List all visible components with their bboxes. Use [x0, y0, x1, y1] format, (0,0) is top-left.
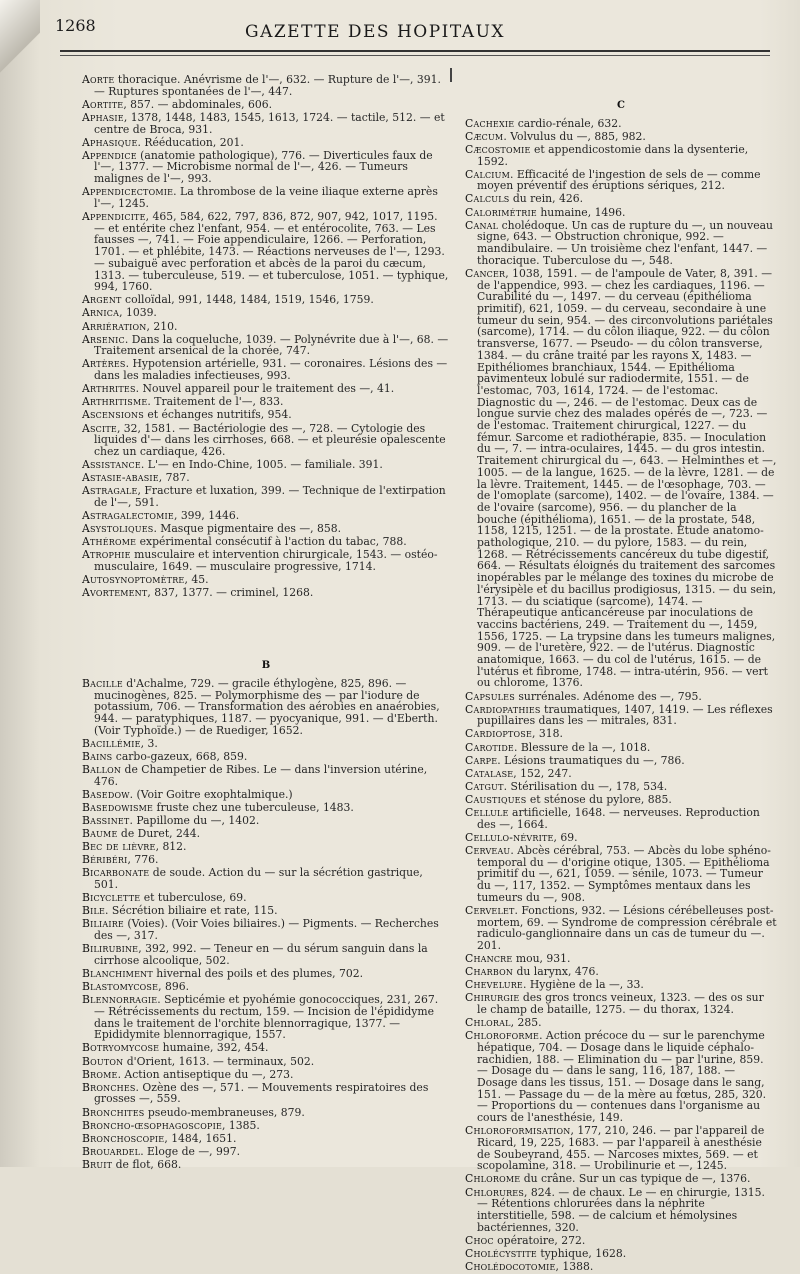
index-entry — [465, 704, 777, 727]
index-entry — [82, 587, 450, 599]
entry-term: Appendicectomie — [82, 185, 174, 199]
index-entry — [82, 1159, 450, 1171]
entry-text: . Action antiseptique du —, 273. — [117, 1067, 294, 1081]
entry-term: Bicarbonate — [82, 866, 150, 880]
entry-term: Aorte — [82, 73, 115, 86]
entry-text: des gros troncs veineux, 1323. — des os sur le champ de bataille, 1275. — du thorax, 1324. — [477, 991, 764, 1017]
index-entry — [82, 1133, 450, 1145]
entry-text: . L'— en Indo-Chine, 1005. — familiale. 391. — [140, 458, 383, 472]
index-entry — [82, 1082, 450, 1105]
entry-term: Cellulo-névrite — [465, 830, 554, 844]
entry-term: Caustiques — [465, 792, 527, 806]
index-entry — [82, 294, 450, 306]
entry-text: , 787. — [158, 471, 190, 485]
entry-term: Chloroforme — [465, 1029, 540, 1043]
entry-term: Bronches — [82, 1080, 136, 1094]
entry-term: Calorimétrie — [465, 205, 537, 219]
entry-term: Basedowisme — [82, 800, 154, 814]
index-entry — [82, 137, 450, 149]
index-entry — [82, 409, 450, 421]
entry-text: . Eloge de —, 997. — [140, 1144, 241, 1158]
entry-term: Bassinet — [82, 814, 130, 828]
entry-text: , 465, 584, 622, 797, 836, 872, 907, 942, 1017, 1195. — et entérite chez l'enfant, 954. — et entérocolite, 763. — Les fausses —, 741. — Foie appendiculaire, 1266. — Perforation, 1701. — et phlébite, 1473. — Réactions nerveuses de l'—, 1293. — subaiguë avec perforation et abcès de la paroi du cæcum, 1313. — tuberculeuse, 519. — et tuberculose, 1051. — typhique, 994, 1760. — [94, 210, 449, 294]
index-entry — [82, 994, 450, 1041]
index-entry — [465, 268, 777, 689]
entry-term: Atrophie — [82, 548, 131, 562]
entry-term: Béribéri — [82, 853, 128, 867]
index-entry — [465, 905, 777, 952]
entry-text: , 824. — de chaux. Le — en chirurgie, 1315. — Rétentions chlorurées dans la néphrite interstitielle, 598. — de calcium et hémolysines bactériennes, 320. — [477, 1185, 765, 1234]
index-entry — [82, 968, 450, 980]
entry-text: surrénales. Adénome des —, 795. — [514, 689, 702, 703]
index-entry — [82, 1120, 450, 1132]
entry-term: Biliaire — [82, 917, 124, 931]
entry-text: , 1038, 1591. — de l'ampoule de Vater, 8, 391. — de l'appendice, 993. — chez les cardiaques, 1196. — Curabilité du —, 1497. — du cerveau (épithélioma primitif), 621, 1059. — du cerveau, secondaire à une tumeur du sein, 954. — des circonvolutions pariétales (sarcome), 1714. — du côlon iliaque, 922. — du côlon transverse, 1677. — Pseudo- — du côlon transverse, 1384. — du crâne traité par les rayons X, 1483. — Epithéliomes branchiaux, 1544. — Epithélioma pavimenteux lobulé sur radiodermite, 1551. — de l'estomac, 703, 1614, 1724. — de l'estomac. Diagnostic du —, 246. — de l'estomac. Deux cas de longue survie chez des malades opérés de —, 723. — de l'estomac. Traitement chirurgical, 1227. — du fémur. Sarcome et radiothérapie, 835. — Inoculation du —, 7. — intra-oculaires, 1445. — du gros intestin. Traitement chirurgical du —, 643. — Helminthes et —, 1005. — de la langue, 1625. — de la lèvre, 1281. — de la lèvre. Traitement, 1445. — de l'œsophage, 703. — de l'omoplate (sarcome), 1402. — de l'ovaire, 1384. — de l'ovaire (sarcome), 956. — du plancher de la bouche (épithélioma), 1651. — de la prostate, 548, 1158, 1215, 1251. — de la prostate. Etude anatomo-pathologique, 210. — du pylore, 1583. — du rein, 1268. — Rétrécissements cancéreux du tube digestif, 664. — Résultats éloignés du traitement des sarcomes inopérables par le mélange des toxines du microbe de l'érysipèle et du bacillus prodigiosus, 1315. — du sein, 1713. — du sciatique (sarcome), 1474. — Thérapeutique anticancéreuse par inoculations de vaccins bactériens, 249. — Traitement du —, 1459, 1556, 1725. — La trypsine dans les tumeurs malignes, 909. — de l'uretère, 922. — de l'utérus. Diagnostic anatomique, 1663. — du col de l'utérus, 1615. — de l'utérus et fibrome, 1748. — intra-utérin, 956. — vert ou chlorome, 1376. — [477, 266, 777, 690]
entry-term: Aortite — [82, 97, 124, 111]
entry-term: Carpe — [465, 753, 498, 767]
entry-term: Calcium — [465, 167, 510, 181]
entry-term: Charbon — [465, 965, 514, 979]
index-entry — [465, 768, 777, 780]
entry-text: de flot, 668. — [112, 1157, 182, 1171]
entry-term: Astragalectomie — [82, 509, 174, 523]
index-entry — [82, 574, 450, 586]
entry-term: Carotide — [465, 740, 514, 754]
index-entry — [82, 892, 450, 904]
entry-term: Artères — [82, 357, 126, 371]
entry-text: expérimental consécutif à l'action du tabac, 788. — [136, 535, 407, 549]
index-entry — [82, 828, 450, 840]
entry-text: . Hypotension artérielle, 931. — coronaires. Lésions des — dans les maladies infectieuses, 993. — [94, 357, 448, 383]
entry-text: traumatiques, 1407, 1419. — Les réflexes pupillaires dans les — mitrales, 831. — [477, 702, 773, 728]
entry-text: cardio-rénale, 632. — [514, 116, 622, 130]
entry-text: , 32, 1581. — Bactériologie des —, 728. — Cytologie des liquides d'— dans les cirrhoses, 668. — et pleurésie opalescente chez un cardiaque, 426. — [94, 421, 446, 458]
index-entry — [465, 794, 777, 806]
left-column — [82, 74, 450, 1172]
entry-text: , 776. — [127, 853, 159, 867]
entry-text: . Sécrétion biliaire et rate, 115. — [105, 904, 278, 918]
entry-text: , 896. — [158, 980, 190, 994]
entry-text: . Fonctions, 932. — Lésions cérébelleuses post-mortem, 69. — Syndrome de compression cérébrale et radiculo-ganglionnaire dans un cas de tumeur du —. 201. — [477, 903, 777, 952]
entry-term: Avortement — [82, 586, 148, 600]
index-entry — [82, 1069, 450, 1081]
entry-text: . Efficacité de l'ingestion de sels de — comme moyen préventif des éruptions sériques, 212. — [477, 167, 761, 193]
index-entry — [465, 953, 777, 965]
entry-term: Bile — [82, 904, 106, 918]
entry-term: Autosynoptomètre — [82, 573, 185, 587]
index-entry — [82, 854, 450, 866]
entry-term: Cardiopathies — [465, 702, 541, 716]
section-letter-b: B — [261, 660, 271, 672]
index-entry — [465, 781, 777, 793]
index-entry — [82, 1107, 450, 1119]
entry-term: Cholédocotomie — [465, 1259, 556, 1273]
entry-term: Astasie-abasie — [82, 471, 159, 485]
entry-text: , 3. — [140, 736, 158, 750]
entry-text: de Duret, 244. — [117, 827, 201, 841]
entries-c — [465, 118, 777, 1273]
entry-term: Cæcostomie — [465, 142, 531, 156]
entry-text: du rein, 426. — [509, 192, 584, 206]
index-entry — [465, 1187, 777, 1234]
entry-term: Aphasique — [82, 135, 138, 149]
entry-text: , 318. — [532, 727, 563, 741]
entry-text: . Rééducation, 201. — [137, 135, 244, 149]
index-entry — [465, 1248, 777, 1260]
entry-text: cholédoque. Un cas de rupture du —, un nouveau signe, 643. — Obstruction chronique, 992. — mandibulaire. — Un troisième chez l'enfant, 1447. — thoracique. Tuberculose du —, 548. — [477, 218, 774, 267]
entry-term: Choc — [465, 1233, 494, 1247]
entry-text: d'Orient, 1613. — terminaux, 502. — [123, 1054, 315, 1068]
entry-term: Chlorures — [465, 1185, 525, 1199]
entry-term: Assistance — [82, 458, 141, 472]
section-letter-c: C — [617, 100, 625, 111]
index-entry — [465, 1017, 777, 1029]
index-entry — [82, 358, 450, 381]
entry-text: (anatomie pathologique), 776. — Diverticules faux de l'—, 1377. — Microbisme normal de l'—, 426. — Tumeurs malignes de l'—, 993. — [94, 148, 433, 186]
entry-text: de soude. Action du — sur la sécrétion gastrique, 501. — [94, 866, 423, 892]
entry-text: , 1385. — [222, 1118, 260, 1132]
index-entry — [82, 1146, 450, 1158]
entry-term: Chancre — [465, 952, 513, 966]
entry-term: Blastomycose — [82, 980, 159, 994]
index-entry — [465, 118, 777, 130]
entry-text: thoracique. Anévrisme de l'—, 632. — Rupture de l'—, 391. — Ruptures spontanées de l'—, 447. — [94, 73, 441, 98]
entry-term: Appendicite — [82, 210, 146, 224]
entry-text: de Champetier de Ribes. Le — dans l'inversion utérine, 476. — [94, 763, 428, 788]
entry-text: carbo-gazeux, 668, 859. — [112, 750, 248, 763]
entry-text: , 210. — [146, 319, 178, 333]
header-rule-thin — [60, 55, 770, 56]
index-entry — [465, 691, 777, 703]
entry-term: Bronchoscopie — [82, 1131, 165, 1145]
entry-text: et échanges nutritifs, 954. — [143, 408, 292, 422]
entries-a — [82, 74, 450, 599]
entry-text: . Septicémie et pyohémie gonococciques, 231, 267. — Rétrécissements du rectum, 159. — Incision de l'épididyme dans le traitement de l'orchite blennorragique, 1377. — Epididymite blennorragique, 1557. — [94, 993, 439, 1042]
index-entry — [82, 396, 450, 408]
entry-text: et tuberculose, 69. — [140, 891, 247, 905]
entry-text: colloïdal, 991, 1448, 1484, 1519, 1546, 1759. — [121, 293, 374, 307]
entry-term: Arthrites — [82, 382, 136, 396]
entry-text: , 1039. — [119, 306, 157, 320]
entry-text: . Stérilisation du —, 178, 534. — [503, 779, 668, 793]
entry-term: Bicyclette — [82, 891, 141, 905]
index-entry — [82, 841, 450, 853]
entry-text: . Dans la coqueluche, 1039. — Polynévrite due à l'—, 68. — Traitement arsenical de la chorée, 747. — [94, 332, 449, 358]
entry-text: et appendicostomie dans la dysenterie, 1592. — [477, 142, 749, 168]
index-entry — [465, 1125, 777, 1172]
entry-term: Ballon — [82, 763, 122, 777]
entry-term: Catgut — [465, 779, 504, 793]
index-entry — [82, 307, 450, 319]
entry-text: typhique, 1628. — [536, 1246, 627, 1260]
entry-text: , 399, 1446. — [173, 509, 240, 523]
entry-text: du crâne. Sur un cas typique de —, 1376. — [520, 1172, 751, 1186]
entry-text: humaine, 392, 454. — [159, 1041, 269, 1055]
entry-term: Botryomycose — [82, 1041, 160, 1055]
index-entry — [82, 905, 450, 917]
entry-text: artificielle, 1648. — nerveuses. Reproduction des —, 1664. — [477, 806, 760, 831]
index-entry — [465, 1261, 777, 1273]
entry-text: , 45. — [184, 573, 209, 587]
entry-text: . Nouvel appareil pour le traitement des —, 41. — [135, 382, 395, 396]
entry-term: Baume — [82, 827, 118, 841]
entry-term: Cerveau — [465, 843, 511, 857]
entry-text: , 285. — [510, 1016, 542, 1030]
entry-term: Ascite — [82, 421, 117, 435]
entry-term: Blennorragie — [82, 993, 158, 1007]
entry-term: Brome — [82, 1067, 118, 1081]
entry-term: Cervelet — [465, 903, 515, 917]
entry-term: Blanchiment — [82, 967, 153, 981]
entry-term: Arthritisme — [82, 395, 148, 409]
entry-text: , 1388. — [555, 1259, 594, 1273]
index-entry — [465, 742, 777, 754]
entry-term: Appendice — [82, 148, 137, 162]
entry-text: . Lésions traumatiques du —, 786. — [497, 753, 685, 767]
entry-term: Canal — [465, 218, 499, 232]
entry-text: , 1484, 1651. — [164, 1131, 237, 1145]
entry-term: Arnica — [82, 306, 120, 320]
entry-term: Capsules — [465, 689, 515, 703]
entry-text: . Papillome du —, 1402. — [129, 814, 260, 828]
entry-term: Brouardel — [82, 1144, 141, 1158]
index-entry — [465, 207, 777, 219]
index-entry — [465, 1235, 777, 1247]
entry-term: Arsenic — [82, 332, 125, 346]
index-entry — [465, 220, 777, 267]
index-entry — [82, 112, 450, 135]
entry-term: Astragale — [82, 484, 138, 498]
entry-text: . Masque pigmentaire des —, 858. — [153, 522, 342, 536]
index-entry — [465, 728, 777, 740]
entry-text: . La thrombose de la veine iliaque externe après l'—, 1245. — [94, 185, 438, 210]
entry-term: Cachexie — [465, 116, 515, 130]
index-entry — [82, 150, 450, 185]
index-entry — [82, 423, 450, 458]
entry-text: . Blessure de la —, 1018. — [513, 740, 651, 754]
index-entry — [465, 144, 777, 167]
entry-text: musculaire et intervention chirurgicale, 1543. — ostéo-musculaire, 1649. — musculaire progressive, 1714. — [94, 548, 438, 574]
entry-term: Bains — [82, 750, 113, 763]
entry-text: humaine, 1496. — [536, 205, 626, 219]
index-entry — [465, 1173, 777, 1185]
index-entry — [465, 845, 777, 904]
entry-text: , 392, 992. — Teneur en — du sérum sanguin dans la cirrhose alcoolique, 502. — [94, 942, 428, 967]
index-entry — [465, 755, 777, 767]
page-number: 1268 — [55, 16, 96, 35]
index-entry — [82, 1056, 450, 1068]
index-entry — [82, 383, 450, 395]
index-entry — [465, 807, 777, 830]
index-entry — [82, 802, 450, 814]
index-entry — [82, 211, 450, 293]
entry-text: , 1378, 1448, 1483, 1545, 1613, 1724. — tactile, 512. — et centre de Broca, 931. — [94, 110, 445, 136]
index-entry — [82, 536, 450, 548]
entry-term: Cardioptose — [465, 727, 532, 741]
entry-term: Bruit — [82, 1157, 113, 1171]
index-entry — [82, 738, 450, 750]
header-rule — [60, 50, 770, 52]
entry-term: Calculs — [465, 192, 510, 206]
index-entry — [82, 943, 450, 966]
entry-text: , 69. — [553, 830, 578, 844]
entry-term: Bouton — [82, 1054, 124, 1068]
entry-text: fruste chez une tuberculeuse, 1483. — [153, 800, 354, 814]
entry-term: Cancer — [465, 266, 506, 280]
index-entry — [82, 186, 450, 209]
index-entry — [82, 523, 450, 535]
entry-term: Catalase — [465, 766, 514, 780]
entry-text: pseudo-membraneuses, 879. — [144, 1105, 305, 1119]
column-divider — [450, 68, 452, 82]
index-entry — [82, 74, 450, 97]
index-entry — [465, 966, 777, 978]
entry-term: Bronchites — [82, 1105, 145, 1119]
entry-term: Bacille — [82, 677, 123, 690]
entry-text: , 177, 210, 246. — par l'appareil de Ricard, 19, 225, 1683. — par l'appareil à anesthésie de Soubeyrand, 455. — Narcoses mixtes, 569. — et scopolamine, 318. — Urobilinurie et —, 1245. — [477, 1124, 765, 1173]
index-entry — [82, 485, 450, 508]
entry-text: d'Achalme, 729. — gracile éthylogène, 825, 896. — mucinogènes, 825. — Polymorphisme des — par l'iodure de potassium, 706. — Transformation des aérobies en anaérobies, 944. — paratyphiques, 1187. — pyocyanique, 991. — d'Eberth. (Voir Typhoïde.) — de Ruediger, 1652. — [94, 677, 440, 737]
index-entry — [82, 99, 450, 111]
index-entry — [465, 979, 777, 991]
index-entry — [465, 1030, 777, 1124]
entry-term: Bec de lièvre — [82, 840, 156, 854]
index-entry — [465, 832, 777, 844]
right-column — [465, 96, 777, 1274]
index-entry — [82, 459, 450, 471]
entry-text: , Fracture et luxation, 399. — Technique de l'extirpation de l'—, 591. — [94, 484, 446, 509]
index-entry — [465, 169, 777, 192]
entry-term: Chevelure — [465, 978, 523, 992]
index-entry — [465, 992, 777, 1015]
entry-text: , 152, 247. — [513, 766, 572, 780]
index-entry — [82, 981, 450, 993]
index-entry — [82, 764, 450, 787]
entry-text: opératoire, 272. — [493, 1233, 586, 1247]
entry-term: Arriération — [82, 319, 147, 333]
entry-term: Basedow — [82, 787, 130, 801]
entry-term: Broncho-œsophagoscopie — [82, 1118, 222, 1132]
index-entry — [82, 815, 450, 827]
entry-term: Asystoliques — [82, 522, 154, 536]
entries-b — [82, 678, 450, 1171]
entry-text: (Voies). (Voir Voies biliaires.) — Pigments. — Recherches des —, 317. — [94, 917, 439, 943]
index-entry — [82, 918, 450, 941]
page-header — [0, 0, 800, 70]
entry-text: . Traitement de l'—, 833. — [147, 395, 284, 409]
entry-term: Aphasie — [82, 110, 124, 124]
index-entry — [82, 867, 450, 890]
entry-text: mou, 931. — [512, 952, 571, 966]
entry-text: . Hygiène de la —, 33. — [522, 978, 644, 992]
entry-text: , 837, 1377. — criminel, 1268. — [147, 586, 314, 600]
entry-text: . Volvulus du —, 885, 982. — [503, 129, 646, 143]
entry-text: , 857. — abdominales, 606. — [123, 97, 273, 111]
entry-term: Ascensions — [82, 408, 144, 422]
index-entry — [82, 510, 450, 522]
index-entry — [82, 751, 450, 763]
entry-term: Argent — [82, 293, 122, 307]
index-entry — [465, 131, 777, 143]
index-entry — [82, 549, 450, 572]
running-title: GAZETTE DES HOPITAUX — [245, 22, 506, 42]
index-entry — [82, 1042, 450, 1054]
entry-text: et sténose du pylore, 885. — [526, 792, 672, 806]
entry-term: Athérome — [82, 535, 137, 549]
entry-term: Chloral — [465, 1016, 511, 1030]
entry-text: . Action précoce du — sur le parenchyme hépatique, 704. — Dosage dans le liquide céphalo-rachidien, 188. — Elimination du — par l'urine, 859. — Dosage du — dans le sang, 116, 187, 188. — Dosage dans les tissus, 151. — Dosage dans le sang, 151. — Passage du — de la mère au fœtus, 285, 320. — Proportions du — contenues dans l'organisme au cours de l'anesthésie, 149. — [477, 1029, 767, 1125]
entry-term: Chlorome — [465, 1172, 521, 1186]
entry-text: . Ozène des —, 571. — Mouvements respiratoires des grosses —, 559. — [94, 1080, 429, 1106]
index-entry — [82, 678, 450, 737]
index-entry — [465, 193, 777, 205]
index-entry — [82, 321, 450, 333]
entry-term: Bacillémie — [82, 736, 141, 750]
entry-text: , 812. — [155, 840, 187, 854]
index-entry — [82, 334, 450, 357]
entry-term: Chirurgie — [465, 991, 520, 1005]
entry-text: hivernal des poils et des plumes, 702. — [152, 967, 364, 981]
entry-text: du larynx, 476. — [513, 965, 599, 979]
entry-text: . (Voir Goitre exophtalmique.) — [129, 787, 293, 801]
entry-term: Bilirubine — [82, 942, 139, 956]
entry-term: Chloroformisation — [465, 1124, 571, 1138]
entry-term: Cholécystite — [465, 1246, 537, 1260]
entry-term: Cellule — [465, 806, 509, 820]
entry-text: . Abcès cérébral, 753. — Abcès du lobe sphéno-temporal du — d'origine otique, 1305. — Epithélioma primitif du —, 621, 1059. — sénile, 1073. — Tumeur du —, 117, 1352. — Symptômes mentaux dans les tumeurs du —, 908. — [477, 843, 771, 904]
index-entry — [82, 472, 450, 484]
entry-term: Cæcum — [465, 129, 504, 143]
index-entry — [82, 789, 450, 801]
